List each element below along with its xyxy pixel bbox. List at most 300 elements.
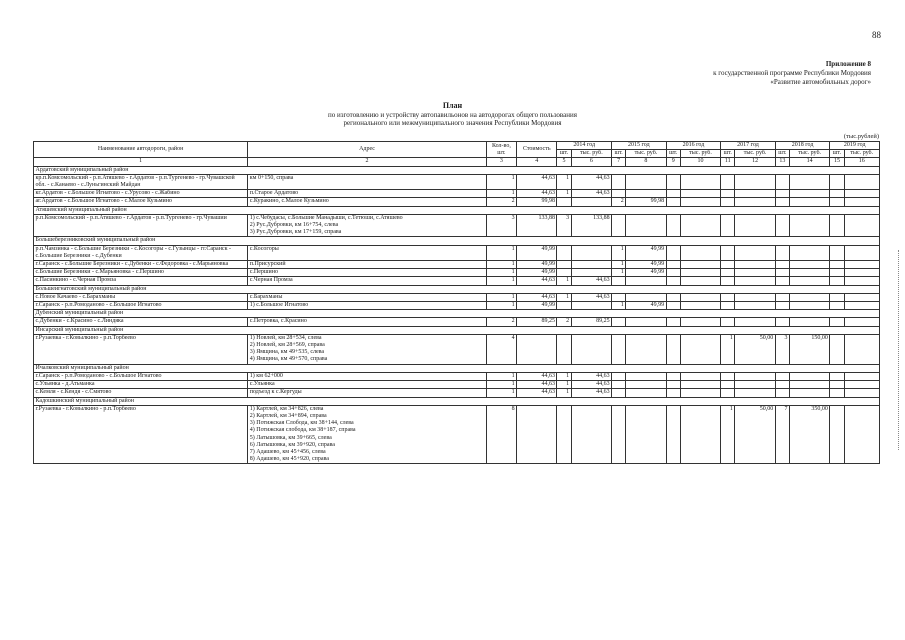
- cell-y2014-q: 1: [557, 293, 571, 301]
- column-number: 16: [844, 158, 879, 166]
- cell-y2015-q: 2: [612, 198, 626, 206]
- cell-y2016-q: [666, 198, 680, 206]
- cell-y2019-q: [830, 269, 844, 277]
- cell-y2016-q: [666, 372, 680, 380]
- cell-y2014-s: [571, 405, 611, 464]
- cell-y2016-q: [666, 389, 680, 397]
- cell-y2019-q: [830, 381, 844, 389]
- cell-y2017-q: [721, 372, 735, 380]
- cell-y2018-q: [775, 277, 789, 285]
- sub-rub: тыс. руб.: [571, 150, 611, 158]
- address-line: п.Присурский: [249, 261, 286, 268]
- cell-y2015-s: 49,99: [626, 269, 666, 277]
- cell-y2017-s: [735, 302, 775, 310]
- sub-pcs: шт.: [830, 150, 844, 158]
- cell-y2014-s: 44,63: [571, 293, 611, 301]
- cell-y2016-q: [666, 381, 680, 389]
- cell-y2016-q: [666, 277, 680, 285]
- cell-y2017-q: [721, 245, 735, 260]
- cell-y2016-q: [666, 245, 680, 260]
- cell-y2014-q: 1: [557, 381, 571, 389]
- cell-y2019-s: [844, 302, 879, 310]
- cell-y2019-s: [844, 214, 879, 237]
- cell-y2015-s: [626, 405, 666, 464]
- cell-y2017-q: [721, 214, 735, 237]
- table-row: [34, 405, 880, 464]
- cell-y2019-q: [830, 302, 844, 310]
- cell-y2014-q: [557, 302, 571, 310]
- cell-qty: 8: [486, 405, 516, 464]
- cell-y2019-q: [830, 214, 844, 237]
- cell-y2017-q: [721, 302, 735, 310]
- cell-y2018-q: [775, 318, 789, 326]
- address-line: 1) с.Большое Игнатово: [249, 302, 309, 309]
- cell-cost: 49,99: [517, 302, 557, 310]
- column-number-row: [34, 158, 880, 166]
- cell-y2019-s: [844, 245, 879, 260]
- margin-mark: [894, 250, 899, 450]
- cell-y2015-q: [612, 389, 626, 397]
- cell-y2016-q: [666, 405, 680, 464]
- cell-y2017-s: [735, 389, 775, 397]
- unit-label: (тыс.рублей): [843, 133, 879, 140]
- cell-y2019-s: [844, 293, 879, 301]
- cell-y2015-q: [612, 334, 626, 364]
- header-year-2018: 2018 год: [775, 142, 830, 150]
- cell-y2015-s: [626, 372, 666, 380]
- district-row: [34, 285, 880, 293]
- cell-cost: 49,99: [517, 245, 557, 260]
- cell-y2015-q: 1: [612, 245, 626, 260]
- cell-y2016-s: [680, 381, 720, 389]
- cell-y2015-s: 49,99: [626, 245, 666, 260]
- column-number: 3: [486, 158, 516, 166]
- cell-cost: 49,99: [517, 269, 557, 277]
- cell-qty: 1: [486, 381, 516, 389]
- cell-cost: 44,63: [517, 293, 557, 301]
- header-qty: Кол-во, шт.: [486, 142, 516, 158]
- cell-y2018-s: [789, 293, 829, 301]
- cell-y2018-s: [789, 318, 829, 326]
- cell-qty: 1: [486, 269, 516, 277]
- cell-y2015-q: [612, 372, 626, 380]
- cell-y2019-s: [844, 261, 879, 269]
- cell-y2019-s: [844, 277, 879, 285]
- cell-y2018-q: [775, 293, 789, 301]
- table-row: [34, 277, 880, 285]
- page-number: 88: [872, 30, 881, 40]
- address-cell: [248, 269, 487, 277]
- cell-y2014-s: 44,63: [571, 389, 611, 397]
- address-cell: [248, 405, 487, 464]
- address-cell: [248, 389, 487, 397]
- road-name: г.Рузаевка - г.Ковылкино - р.п.Торбеево: [34, 334, 248, 364]
- road-name: г.Саранск - р.п.Ромоданово - с.Большое Игнатово: [34, 372, 248, 380]
- cell-y2017-q: 1: [721, 405, 735, 464]
- cell-y2019-s: [844, 174, 879, 189]
- sub-pcs: шт.: [775, 150, 789, 158]
- cell-y2016-s: [680, 293, 720, 301]
- cell-qty: 2: [486, 198, 516, 206]
- column-number: 13: [775, 158, 789, 166]
- cell-y2016-s: [680, 318, 720, 326]
- cell-y2017-s: [735, 245, 775, 260]
- cell-y2014-q: 1: [557, 389, 571, 397]
- cell-y2019-q: [830, 293, 844, 301]
- cell-y2018-s: [789, 372, 829, 380]
- sub-rub: тыс. руб.: [680, 150, 720, 158]
- cell-cost: 44,63: [517, 372, 557, 380]
- cell-y2016-s: [680, 269, 720, 277]
- address-cell: [248, 261, 487, 269]
- sub-rub: тыс. руб.: [626, 150, 666, 158]
- cell-y2014-s: 89,25: [571, 318, 611, 326]
- cell-y2015-q: 1: [612, 261, 626, 269]
- road-name: с.Ульянка - д.Атьманка: [34, 381, 248, 389]
- cell-y2018-q: [775, 381, 789, 389]
- address-line: с.Ульянка: [249, 381, 275, 388]
- cell-y2016-s: [680, 389, 720, 397]
- cell-y2017-q: [721, 381, 735, 389]
- cell-y2018-q: [775, 190, 789, 198]
- cell-y2016-q: [666, 174, 680, 189]
- cell-y2018-s: 350,00: [789, 405, 829, 464]
- cell-y2015-s: [626, 381, 666, 389]
- cell-y2017-q: [721, 318, 735, 326]
- road-name: р.п.Чамзинка - с.Большие Березники - с.Косогоры - с.Гузынцы - гг.Саранск - с.Большие Березники - с.Дубенки: [34, 245, 248, 260]
- road-name: с.Пасинкино - с.Черная Промза: [34, 277, 248, 285]
- cell-y2017-q: 1: [721, 334, 735, 364]
- address-line: 1) Новлей, км 28+534, слева: [249, 334, 322, 341]
- cell-y2015-s: [626, 214, 666, 237]
- cell-y2015-q: [612, 190, 626, 198]
- cell-y2015-q: 1: [612, 269, 626, 277]
- cell-y2017-s: [735, 318, 775, 326]
- cell-y2015-q: [612, 318, 626, 326]
- cell-y2019-s: [844, 334, 879, 364]
- cell-y2015-s: [626, 389, 666, 397]
- district-name: Большеигнатовский муниципальный район: [34, 285, 880, 293]
- header-year-2016: 2016 год: [666, 142, 721, 150]
- cell-y2014-q: 1: [557, 174, 571, 189]
- table-row: [34, 318, 880, 326]
- column-number: 7: [612, 158, 626, 166]
- cell-y2015-s: [626, 334, 666, 364]
- sub-pcs: шт.: [612, 150, 626, 158]
- cell-y2016-q: [666, 318, 680, 326]
- address-cell: [248, 293, 487, 301]
- cell-y2014-q: [557, 261, 571, 269]
- cell-cost: 133,88: [517, 214, 557, 237]
- cell-y2018-q: [775, 261, 789, 269]
- header-cost: Стоимость: [517, 142, 557, 158]
- cell-y2016-s: [680, 277, 720, 285]
- cell-y2018-q: [775, 372, 789, 380]
- road-name: аг.Ардатов - с.Большое Игнатово - с.Малое Кузьмино: [34, 198, 248, 206]
- cell-y2015-q: [612, 293, 626, 301]
- address-line: 3) Потижская Слобода, км 38+144, слева: [249, 420, 354, 427]
- cell-y2019-s: [844, 190, 879, 198]
- cell-y2017-s: [735, 174, 775, 189]
- cell-y2017-q: [721, 198, 735, 206]
- address-line: км 0+150, справа: [249, 174, 294, 181]
- column-number: 10: [680, 158, 720, 166]
- cell-y2014-s: [571, 334, 611, 364]
- cell-qty: 4: [486, 334, 516, 364]
- column-number: 4: [517, 158, 557, 166]
- district-row: [34, 237, 880, 245]
- cell-y2019-s: [844, 389, 879, 397]
- cell-y2015-s: [626, 277, 666, 285]
- cell-y2019-q: [830, 174, 844, 189]
- cell-qty: 1: [486, 277, 516, 285]
- address-line: 4) Ямщина, км 49+570, справа: [249, 356, 328, 363]
- address-line: подъезд к с.Кергуды: [249, 389, 302, 396]
- address-line: 1) с.Чебудасы, с.Большие Манадыши, с.Тетюши, с.Атяшево: [249, 214, 403, 221]
- cell-y2015-s: 49,99: [626, 261, 666, 269]
- cell-qty: 1: [486, 245, 516, 260]
- table-row: [34, 269, 880, 277]
- table-row: [34, 174, 880, 189]
- cell-y2019-q: [830, 277, 844, 285]
- address-line: с.Першино: [249, 269, 278, 276]
- cell-y2014-s: [571, 198, 611, 206]
- address-cell: [248, 190, 487, 198]
- cell-y2014-q: 2: [557, 318, 571, 326]
- plan-table: [33, 141, 880, 464]
- sub-rub: тыс. руб.: [735, 150, 775, 158]
- cell-y2019-s: [844, 198, 879, 206]
- cell-y2016-q: [666, 293, 680, 301]
- address-line: 3) Ямщина, км 49+535, слева: [249, 349, 325, 356]
- header-address: Адрес: [248, 142, 487, 158]
- address-line: 7) Адашево, км 45+456, слева: [249, 448, 326, 455]
- cell-y2018-q: [775, 269, 789, 277]
- cell-y2014-q: [557, 405, 571, 464]
- cell-y2014-s: [571, 269, 611, 277]
- cell-y2016-q: [666, 334, 680, 364]
- table-row: [34, 381, 880, 389]
- address-cell: [248, 277, 487, 285]
- district-name: Кадошкинский муниципальный район: [34, 397, 880, 405]
- cell-y2014-s: [571, 261, 611, 269]
- cell-cost: 89,25: [517, 318, 557, 326]
- cell-cost: 44,63: [517, 174, 557, 189]
- address-cell: [248, 334, 487, 364]
- column-number: 9: [666, 158, 680, 166]
- cell-y2015-s: 99,98: [626, 198, 666, 206]
- cell-y2015-q: 1: [612, 302, 626, 310]
- cell-y2016-s: [680, 372, 720, 380]
- cell-qty: 1: [486, 372, 516, 380]
- cell-y2016-s: [680, 214, 720, 237]
- cell-y2014-s: 44,63: [571, 190, 611, 198]
- column-number: 8: [626, 158, 666, 166]
- road-name: р.п.Комсомольский - р.п.Атяшево - г.Ардатов - р.п.Тургенево - гр.Чувашии: [34, 214, 248, 237]
- sub-pcs: шт.: [557, 150, 571, 158]
- cell-y2016-s: [680, 245, 720, 260]
- table-row: [34, 214, 880, 237]
- cell-y2017-q: [721, 389, 735, 397]
- cell-cost: 99,98: [517, 198, 557, 206]
- appendix-line-2: к государственной программе Республики Мордовия: [713, 69, 871, 77]
- address-cell: [248, 381, 487, 389]
- cell-y2014-q: [557, 269, 571, 277]
- header-year-2014: 2014 год: [557, 142, 612, 150]
- cell-y2019-s: [844, 405, 879, 464]
- header-name: Наименование автодороги, район: [34, 142, 248, 158]
- cell-y2014-q: 1: [557, 190, 571, 198]
- road-name: г.Саранск - с.Большие Березники - с.Дубенки - с.Федоровка - с.Марьяновка: [34, 261, 248, 269]
- road-name: г.Рузаевка - г.Ковылкино - р.п.Торбеево: [34, 405, 248, 464]
- cell-qty: 2: [486, 318, 516, 326]
- table-row: [34, 198, 880, 206]
- road-name: г.Саранск - р.п.Ромоданово - с.Большое Игнатово: [34, 302, 248, 310]
- column-number: 1: [34, 158, 248, 166]
- cell-cost: 49,99: [517, 261, 557, 269]
- cell-y2018-q: [775, 198, 789, 206]
- cell-cost: 44,63: [517, 190, 557, 198]
- cell-y2017-s: [735, 277, 775, 285]
- cell-y2016-s: [680, 198, 720, 206]
- sub-pcs: шт.: [721, 150, 735, 158]
- cell-y2015-s: [626, 318, 666, 326]
- cell-y2015-q: [612, 381, 626, 389]
- cell-y2017-s: [735, 372, 775, 380]
- district-row: [34, 310, 880, 318]
- cell-y2018-s: [789, 190, 829, 198]
- address-line: с.Барахманы: [249, 293, 283, 300]
- cell-y2019-q: [830, 245, 844, 260]
- cell-y2018-s: [789, 214, 829, 237]
- cell-y2016-q: [666, 269, 680, 277]
- header-year-2015: 2015 год: [612, 142, 667, 150]
- column-number: 6: [571, 158, 611, 166]
- cell-qty: 1: [486, 190, 516, 198]
- address-line: 2) Картлей, км 34+894, справа: [249, 412, 327, 419]
- cell-qty: 1: [486, 261, 516, 269]
- district-name: Атяшевский муниципальный район: [34, 206, 880, 214]
- district-row: [34, 326, 880, 334]
- cell-y2018-q: [775, 389, 789, 397]
- address-cell: [248, 174, 487, 189]
- cell-y2017-s: 50,00: [735, 405, 775, 464]
- address-line: 1) км 62+000: [249, 372, 283, 379]
- cell-y2015-s: 49,99: [626, 302, 666, 310]
- table-row: [34, 293, 880, 301]
- cell-y2014-q: 1: [557, 372, 571, 380]
- road-name: кг.Ардатов - с.Большое Игнатово - с.Урусово - с.Жабино: [34, 190, 248, 198]
- cell-y2016-s: [680, 261, 720, 269]
- cell-y2018-s: [789, 277, 829, 285]
- column-number: 14: [789, 158, 829, 166]
- cell-y2017-q: [721, 174, 735, 189]
- appendix-title: Приложение 8: [825, 60, 871, 68]
- cell-y2017-s: [735, 214, 775, 237]
- cell-y2019-s: [844, 269, 879, 277]
- cell-y2018-s: 150,00: [789, 334, 829, 364]
- table-header: [34, 142, 880, 167]
- cell-y2016-s: [680, 190, 720, 198]
- cell-y2014-s: 44,63: [571, 277, 611, 285]
- address-line: 8) Адашево, км 45+920, справа: [249, 456, 329, 463]
- cell-y2014-s: [571, 245, 611, 260]
- address-line: 1) Картлей, км 34+826, слева: [249, 405, 324, 412]
- district-row: [34, 397, 880, 405]
- table-row: [34, 261, 880, 269]
- cell-y2016-q: [666, 190, 680, 198]
- appendix-line-3: «Развитие автомобильных дорог»: [770, 78, 871, 86]
- cell-y2016-s: [680, 334, 720, 364]
- cell-y2017-s: [735, 190, 775, 198]
- table-row: [34, 389, 880, 397]
- address-line: с.Петровка, с.Красино: [249, 318, 307, 325]
- cell-cost: 44,63: [517, 381, 557, 389]
- cell-y2018-q: 7: [775, 405, 789, 464]
- cell-y2017-s: [735, 381, 775, 389]
- document-title: [0, 102, 905, 128]
- cell-y2018-s: [789, 381, 829, 389]
- table-body: [34, 166, 880, 464]
- district-name: Дубенский муниципальный район: [34, 310, 880, 318]
- cell-y2019-s: [844, 318, 879, 326]
- cell-y2014-s: 44,63: [571, 372, 611, 380]
- district-name: Ичалковский муниципальный район: [34, 364, 880, 372]
- cell-cost: 44,63: [517, 277, 557, 285]
- cell-y2015-s: [626, 174, 666, 189]
- address-cell: [248, 245, 487, 260]
- column-number: 12: [735, 158, 775, 166]
- cell-y2017-s: [735, 198, 775, 206]
- table-row: [34, 245, 880, 260]
- cell-y2019-q: [830, 190, 844, 198]
- road-name: кр.п.Комсомольский - р.п.Атяшево - г.Ардатов - р.п.Тургенево - гр.Чувашской обл. - с.Канаево - с.Луньгинский Майдан: [34, 174, 248, 189]
- cell-y2018-s: [789, 261, 829, 269]
- district-name: Большеберезниковский муниципальный район: [34, 237, 880, 245]
- address-cell: [248, 372, 487, 380]
- cell-y2017-q: [721, 269, 735, 277]
- cell-y2018-q: [775, 302, 789, 310]
- cell-y2014-s: [571, 302, 611, 310]
- title-line-2: по изготовлению и устройству автопавильонов на автодорогах общего пользования: [328, 110, 577, 119]
- cell-y2017-q: [721, 293, 735, 301]
- cell-y2018-s: [789, 245, 829, 260]
- cell-qty: 1: [486, 302, 516, 310]
- address-line: 4) Потижская слобода, км 38+187, справа: [249, 427, 356, 434]
- road-name: с.Большие Березники - с.Марьяновка - с.Першино: [34, 269, 248, 277]
- address-line: 2) Рус.Дубровки, км 16+754, слева: [249, 222, 339, 229]
- cell-y2016-s: [680, 405, 720, 464]
- address-line: с.Черная Промза: [249, 277, 293, 284]
- table-row: [34, 334, 880, 364]
- address-line: 6) Латышовка, км 39+920, справа: [249, 441, 335, 448]
- column-number: 2: [248, 158, 487, 166]
- cell-y2018-s: [789, 198, 829, 206]
- cell-y2014-q: 3: [557, 214, 571, 237]
- cell-y2017-s: 50,00: [735, 334, 775, 364]
- sub-rub: тыс. руб.: [789, 150, 829, 158]
- cell-y2014-s: 133,88: [571, 214, 611, 237]
- district-row: [34, 364, 880, 372]
- table-row: [34, 372, 880, 380]
- cell-qty: 3: [486, 214, 516, 237]
- cell-y2019-q: [830, 405, 844, 464]
- address-line: 3) Рус.Дубровки, км 17+159, справа: [249, 229, 342, 236]
- cell-y2015-q: [612, 174, 626, 189]
- cell-y2016-q: [666, 261, 680, 269]
- cell-y2018-s: [789, 389, 829, 397]
- cell-y2014-q: [557, 334, 571, 364]
